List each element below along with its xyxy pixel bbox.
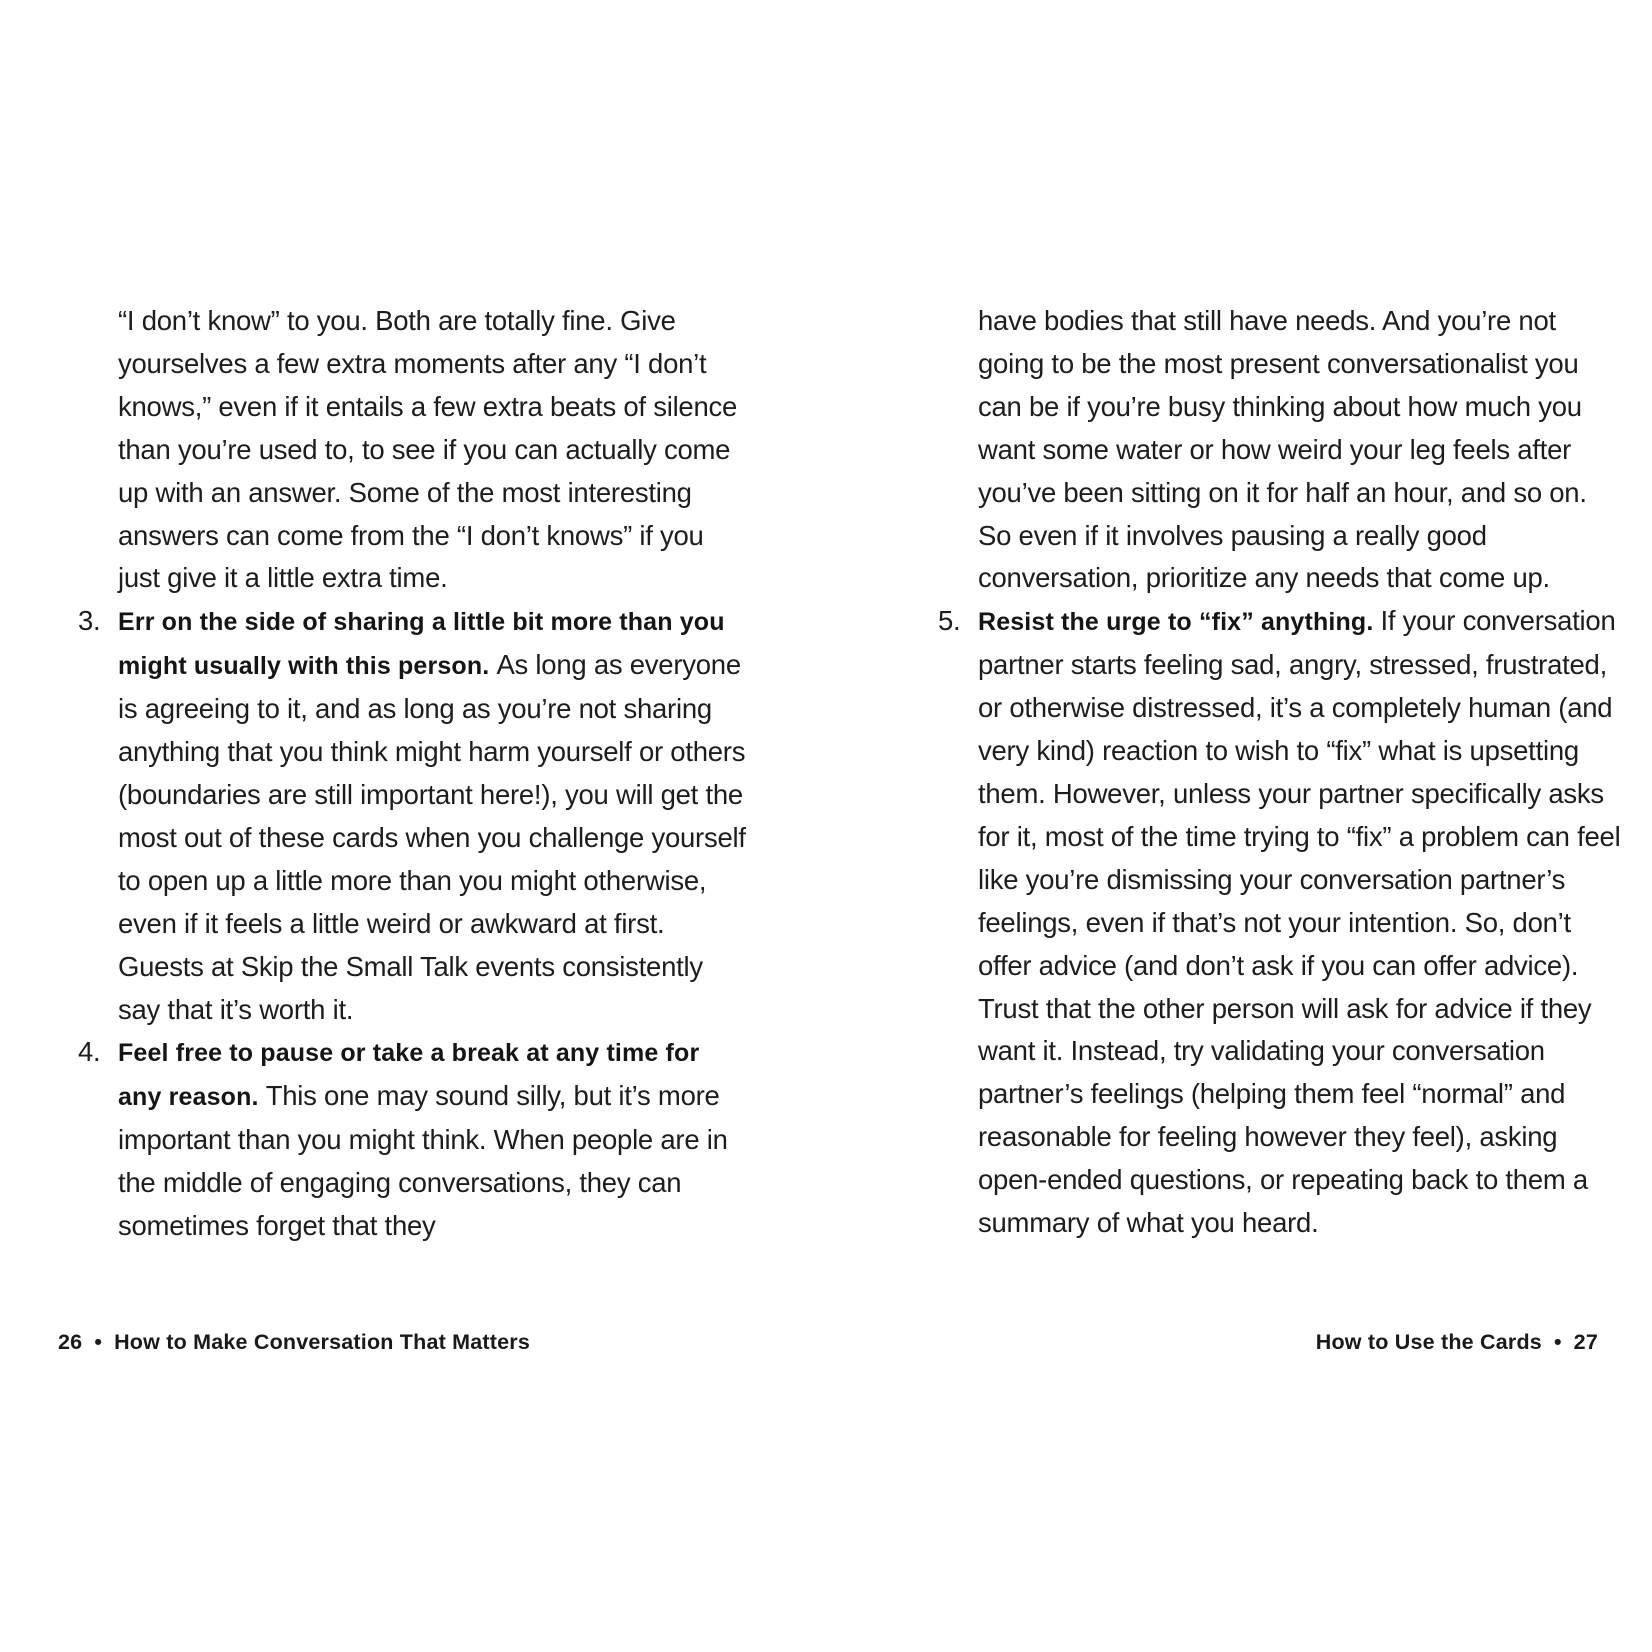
item-body: If your conversation partner starts feeling sad, angry, stressed, frustrated, or otherwise distressed, it’s a completely human (and very kind) reaction to wish to “fix” what is upsetting them. However, unless your partner specifically asks for it, most of the time trying to “fix” a problem can feel like you’re dismissing your conversation partner’s feelings, even if that’s not your intention. So, don’t offer advice (and don’t ask if you can offer advice). Trust that the other person will ask for advice if they want it. Instead, try validating your conversation partner’s feelings (helping them feel “normal” and reasonable for feeling however they feel), asking open-ended questions, or repeating back to them a summary of what you heard. — [978, 605, 1621, 1239]
footer-separator: • — [94, 1330, 103, 1354]
footer-separator: • — [1553, 1330, 1562, 1354]
list-item-3 — [78, 600, 746, 1031]
right-page-body — [938, 300, 1624, 1245]
list-number: 4. — [78, 1036, 101, 1068]
page-number: 27 — [1573, 1330, 1598, 1354]
running-title: How to Use the Cards — [1315, 1330, 1542, 1354]
page-footer-right — [1316, 1330, 1598, 1355]
item-heading: Feel free to pause or take a break at any time for any reason. — [118, 1039, 700, 1112]
continuation-paragraph: “I don’t know” to you. Both are totally fine. Give yourselves a few extra moments after any “I don’t knows,” even if it entails a few extra beats of silence than you’re used to, to see if you can actually come up with an answer. Some of the most interesting answers can come from the “I don’t knows” if you just give it a little extra time. — [118, 305, 738, 594]
page-number: 26 — [58, 1330, 83, 1354]
running-title: How to Make Conversation That Matters — [114, 1330, 531, 1354]
list-item-4 — [78, 1031, 746, 1248]
item-heading: Resist the urge to “fix” anything. — [978, 608, 1381, 637]
page-footer-left — [58, 1330, 530, 1355]
continuation-paragraph: have bodies that still have needs. And you’re not going to be the most present conversationalist you can be if you’re busy thinking about how much you want some water or how weird your leg feels after you’ve been sitting on it for half an hour, and so on. So even if it involves pausing a really good conversation, prioritize any needs that come up. — [978, 305, 1587, 594]
list-number: 3. — [78, 605, 101, 637]
right-page — [826, 0, 1652, 1652]
item-body: This one may sound silly, but it’s more important than you might think. When people are in the middle of engaging conversations, they can sometimes forget that they — [118, 1080, 728, 1242]
list-number: 5. — [938, 605, 961, 637]
list-item-5 — [938, 600, 1624, 1245]
item-heading: Err on the side of sharing a little bit more than you might usually with this person. — [118, 608, 725, 681]
left-page-body — [78, 300, 746, 1248]
item-body: As long as everyone is agreeing to it, and as long as you’re not sharing anything that you think might harm yourself or others (boundaries are still important here!), you will get the most out of these cards when you challenge yourself to open up a little more than you might otherwise, even if it feels a little weird or awkward at first. Guests at Skip the Small Talk events consistently say that it’s worth it. — [118, 649, 746, 1025]
